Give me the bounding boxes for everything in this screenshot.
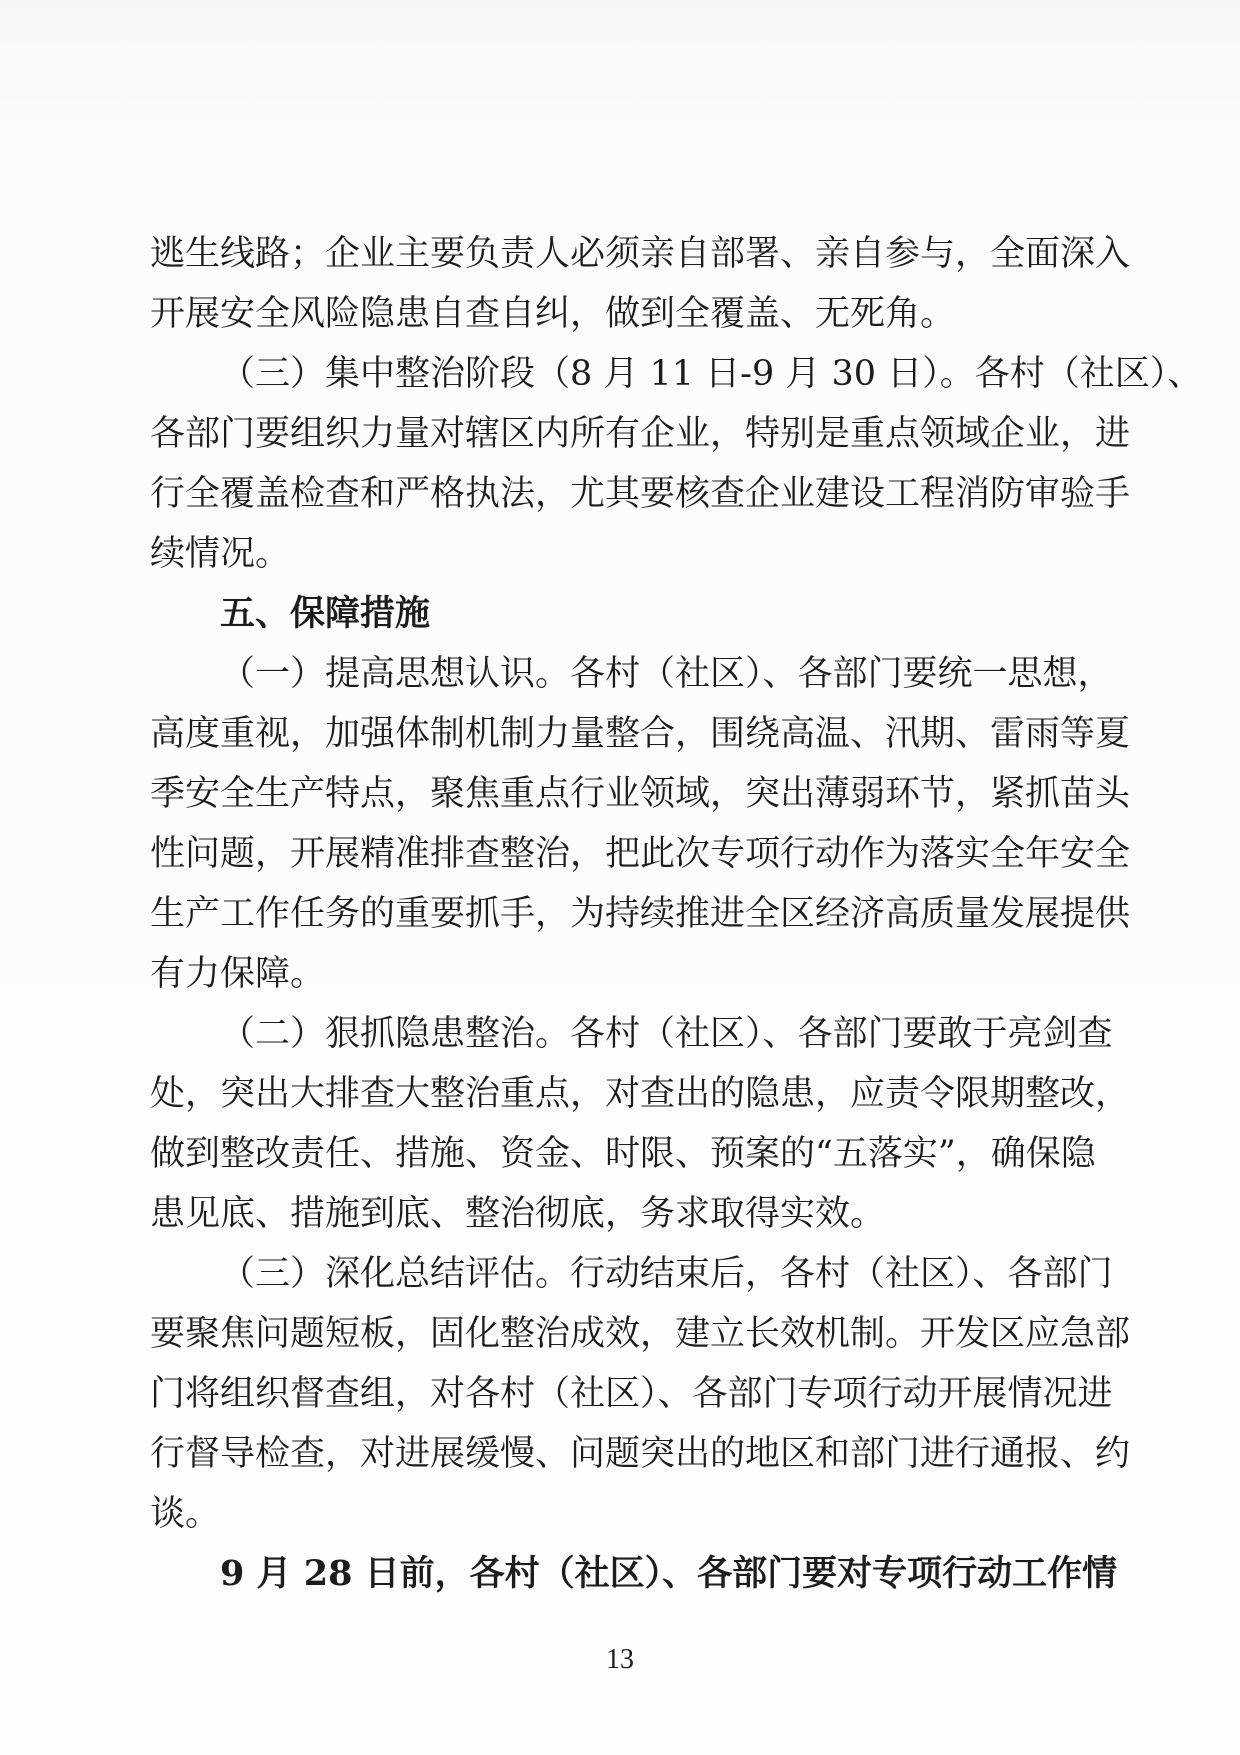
paragraph-line: （三）集中整治阶段（8 月 11 日-9 月 30 日）。各村（社区）、 (220, 354, 1203, 394)
page-number: 13 (606, 1644, 634, 1675)
paragraph-line: 行督导检查，对进展缓慢、问题突出的地区和部门进行通报、约 (150, 1434, 1131, 1474)
document-body (150, 224, 1203, 1604)
paragraph-line: （一）提高思想认识。各村（社区）、各部门要统一思想， (220, 654, 1113, 694)
paragraph-line: 生产工作任务的重要抓手，为持续推进全区经济高质量发展提供 (150, 894, 1131, 934)
paragraph-line: 门将组织督查组，对各村（社区）、各部门专项行动开展情况进 (150, 1374, 1113, 1414)
paragraph-line: 行全覆盖检查和严格执法，尤其要核查企业建设工程消防审验手 (150, 474, 1131, 514)
paragraph-line: 各部门要组织力量对辖区内所有企业，特别是重点领域企业，进 (150, 414, 1131, 454)
section-heading: 五、保障措施 (220, 594, 431, 634)
paragraph-line: 9 月 28 日前，各村（社区）、各部门要对专项行动工作情 (220, 1553, 1118, 1594)
paragraph-line: 做到整改责任、措施、资金、时限、预案的“五落实”，确保隐 (150, 1134, 1096, 1174)
paragraph-line: 性问题，开展精准排查整治，把此次专项行动作为落实全年安全 (150, 834, 1131, 874)
paragraph-line: （三）深化总结评估。行动结束后，各村（社区）、各部门 (220, 1254, 1113, 1294)
paragraph-line: （二）狠抓隐患整治。各村（社区）、各部门要敢于亮剑查 (220, 1014, 1113, 1054)
paragraph-line: 逃生线路；企业主要负责人必须亲自部署、亲自参与，全面深入 (150, 234, 1131, 274)
paragraph-line: 患见底、措施到底、整治彻底，务求取得实效。 (150, 1194, 886, 1234)
paragraph-line: 有力保障。 (150, 954, 326, 994)
paragraph-line: 高度重视，加强体制机制力量整合，围绕高温、汛期、雷雨等夏 (150, 714, 1131, 754)
paragraph-line: 处，突出大排查大整治重点，对查出的隐患，应责令限期整改， (150, 1074, 1131, 1114)
paragraph-line: 季安全生产特点，聚焦重点行业领域，突出薄弱环节，紧抓苗头 (150, 774, 1131, 814)
paragraph-line: 要聚焦问题短板，固化整治成效，建立长效机制。开发区应急部 (150, 1314, 1131, 1354)
paragraph-line: 谈。 (150, 1494, 221, 1534)
paragraph-line: 开展安全风险隐患自查自纠，做到全覆盖、无死角。 (150, 294, 956, 334)
paragraph-line: 续情况。 (150, 534, 291, 574)
